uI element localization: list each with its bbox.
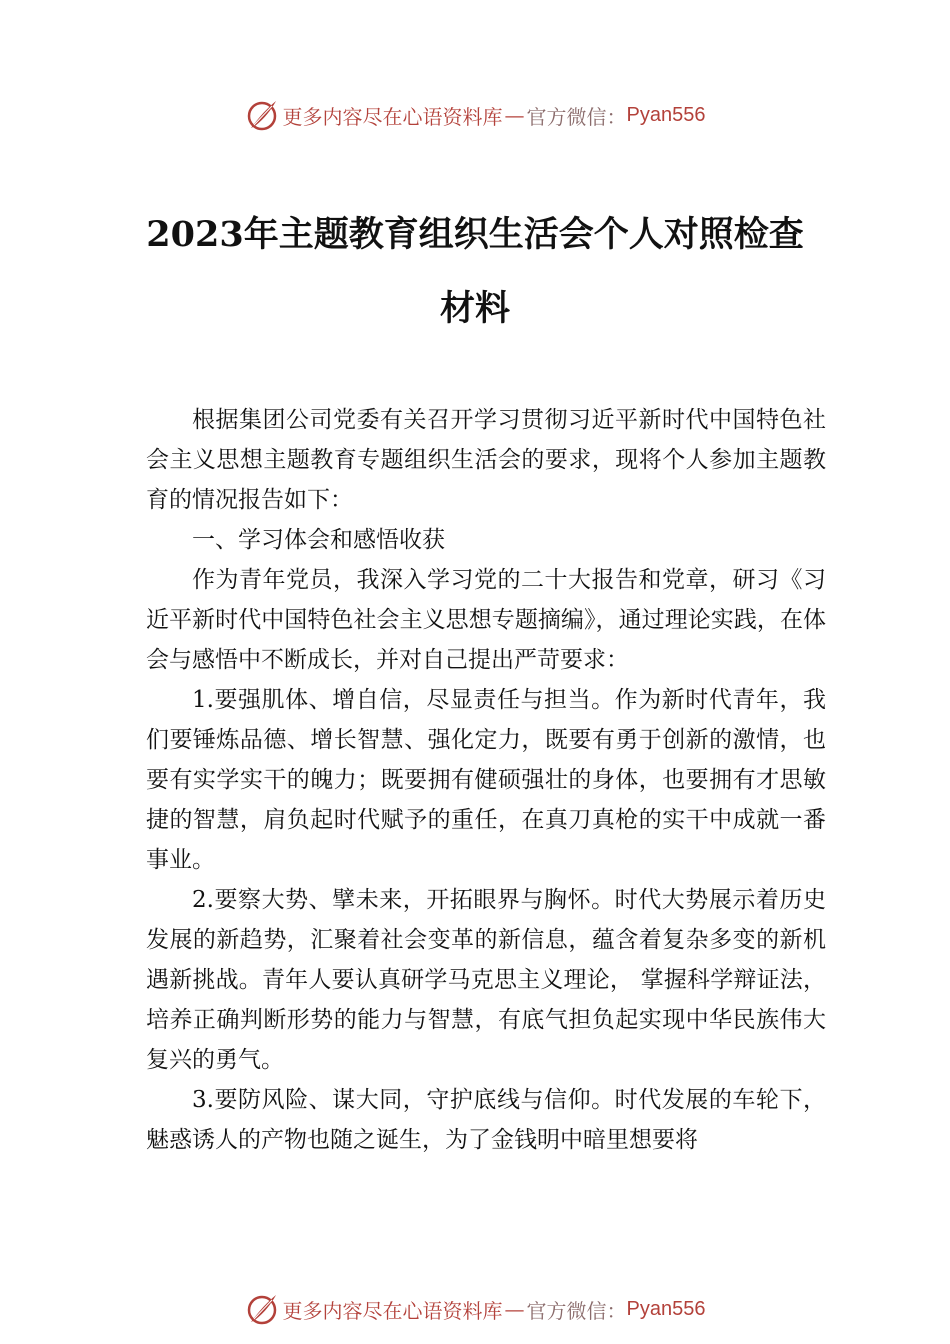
banner-dash: — — [504, 103, 525, 127]
document-title-line-2: 材料 — [439, 288, 510, 329]
official-wechat-label: 官方微信： — [526, 1298, 627, 1323]
library-text: 更多内容尽在心语资料库 — [282, 1298, 503, 1323]
section-heading-1: 一、学习体会和感悟收获 — [192, 527, 445, 553]
library-text: 更多内容尽在心语资料库 — [282, 104, 503, 129]
quill-pen-logo-icon — [245, 1292, 279, 1326]
official-wechat-label: 官方微信： — [526, 104, 627, 129]
paragraph-point-1: 1.要强肌体、增自信，尽显责任与担当。作为新时代青年，我们要锤炼品德、增长智慧、强化定力，既要有勇于创新的激情，也要有实学实干的魄力；既要拥有健硕强壮的身体，也要拥有才思敏捷的智慧，肩负起时代赋予的重任，在真刀真枪的实干中成就一番事业。 — [146, 687, 826, 873]
document-body — [146, 400, 826, 1160]
wechat-id: Pyan556 — [626, 103, 706, 126]
paragraph-point-2: 2.要察大势、擘未来，开拓眼界与胸怀。时代大势展示着历史发展的新趋势，汇聚着社会变革的新信息，蕴含着复杂多变的新机遇新挑战。青年人要认真研学马克思主义理论， 掌握科学辩证法，培养正确判断形势的能力与智慧，有底气担负起实现中华民族伟大复兴的勇气。 — [146, 887, 826, 1073]
paragraph-study: 作为青年党员，我深入学习党的二十大报告和党章，研习《习近平新时代中国特色社会主义思想专题摘编》，通过理论实践，在体会与感悟中不断成长，并对自己提出严苛要求： — [146, 567, 826, 673]
wechat-id: Pyan556 — [626, 1297, 706, 1320]
paragraph-point-3: 3.要防风险、谋大同，守护底线与信仰。时代发展的车轮下，魅惑诱人的产物也随之诞生，为了金钱明中暗里想要将 — [146, 1087, 826, 1153]
document-title-line-1: 2023年主题教育组织生活会个人对照检查 — [146, 214, 804, 255]
quill-pen-logo-icon — [245, 98, 279, 132]
footer-watermark-banner — [0, 1289, 950, 1329]
header-watermark-banner — [0, 95, 950, 135]
paragraph-intro: 根据集团公司党委有关召开学习贯彻习近平新时代中国特色社会主义思想主题教育专题组织生活会的要求，现将个人参加主题教育的情况报告如下： — [146, 407, 826, 513]
banner-dash: — — [504, 1297, 525, 1321]
